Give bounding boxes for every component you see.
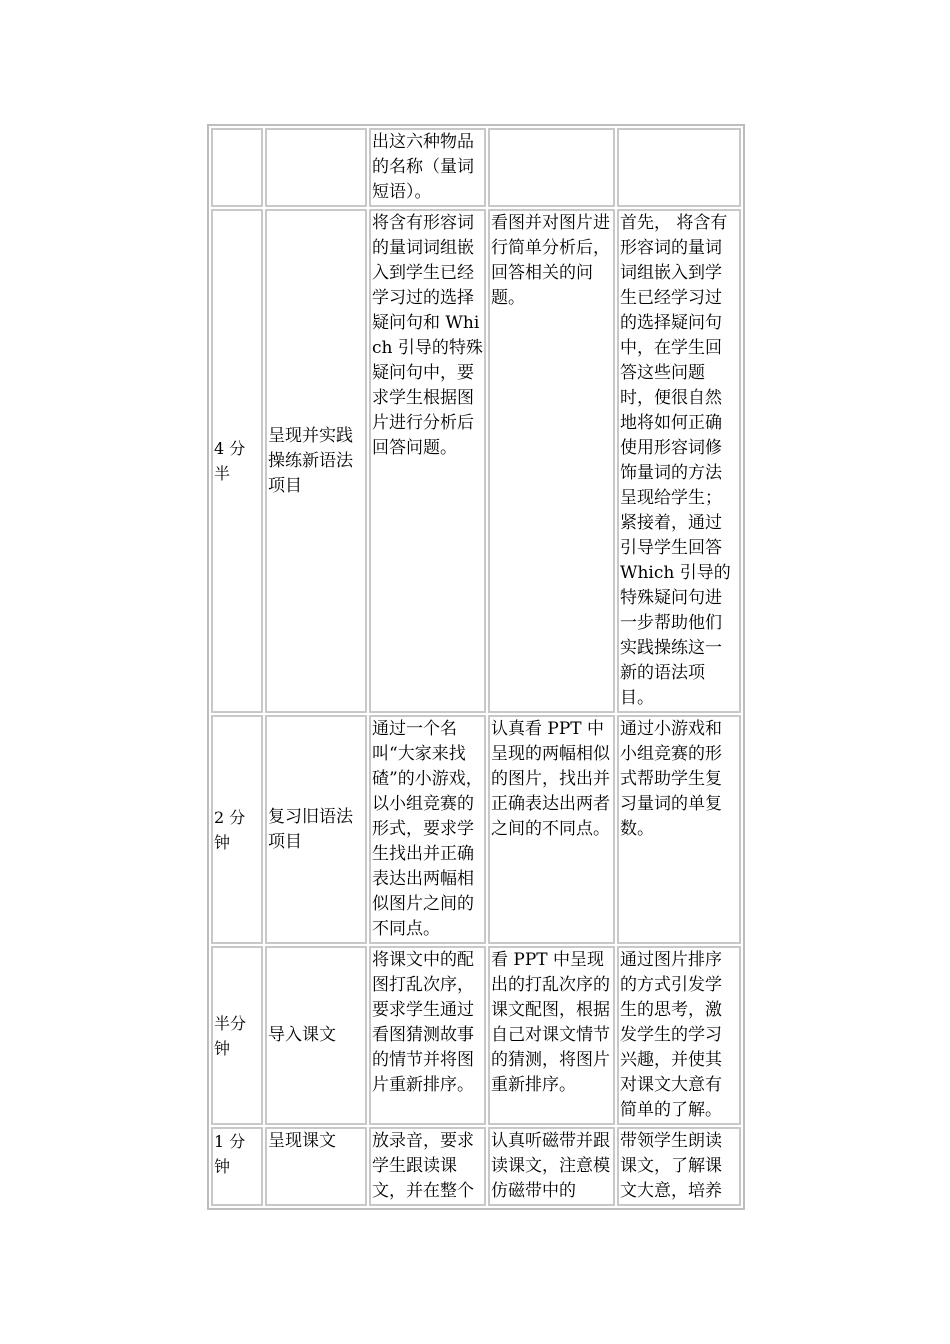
stage-cell: 呈现并实践操练新语法项目 xyxy=(265,209,367,713)
time-cell: 半分钟 xyxy=(211,946,263,1125)
table-row xyxy=(211,128,741,207)
time-cell: 1 分钟 xyxy=(211,1127,263,1206)
stage-cell: 呈现课文 xyxy=(265,1127,367,1206)
student-activity-cell: 认真听磁带并跟读课文，注意模仿磁带中的 xyxy=(488,1127,615,1206)
purpose-cell: 首先， 将含有形容词的量词词组嵌入到学生已经学习过的选择疑问句中，在学生回答这些问题时，便很自然地将如何正确使用形容词修饰量词的方法呈现给学生；紧接着，通过引导学生回答 Which 引导的特殊疑问句进一步帮助他们实践操练这一新的语法项目。 xyxy=(617,209,741,713)
student-activity-cell: 看图并对图片进行简单分析后，回答相关的问题。 xyxy=(488,209,615,713)
teacher-activity-cell: 出这六种物品的名称（量词短语）。 xyxy=(369,128,486,207)
purpose-cell: 通过图片排序的方式引发学生的思考，激发学生的学习兴趣，并使其对课文大意有简单的了解。 xyxy=(617,946,741,1125)
teacher-activity-cell: 放录音，要求学生跟读课文，并在整个 xyxy=(369,1127,486,1206)
table-row xyxy=(211,946,741,1125)
stage-cell: 复习旧语法项目 xyxy=(265,715,367,944)
table-row xyxy=(211,209,741,713)
time-cell xyxy=(211,128,263,207)
table-row xyxy=(211,1127,741,1206)
student-activity-cell: 看 PPT 中呈现出的打乱次序的课文配图，根据自己对课文情节的猜测，将图片重新排序。 xyxy=(488,946,615,1125)
purpose-cell: 通过小游戏和小组竞赛的形式帮助学生复习量词的单复数。 xyxy=(617,715,741,944)
purpose-cell: 带领学生朗读课文，了解课文大意，培养 xyxy=(617,1127,741,1206)
stage-cell xyxy=(265,128,367,207)
teacher-activity-cell: 通过一个名叫“大家来找碴”的小游戏，以小组竞赛的形式，要求学生找出并正确表达出两幅相似图片之间的不同点。 xyxy=(369,715,486,944)
purpose-cell xyxy=(617,128,741,207)
time-cell: 4 分半 xyxy=(211,209,263,713)
teacher-activity-cell: 将含有形容词的量词词组嵌入到学生已经学习过的选择疑问句和 Which 引导的特殊疑问句中，要求学生根据图片进行分析后回答问题。 xyxy=(369,209,486,713)
stage-cell: 导入课文 xyxy=(265,946,367,1125)
teacher-activity-cell: 将课文中的配图打乱次序，要求学生通过看图猜测故事的情节并将图片重新排序。 xyxy=(369,946,486,1125)
table-row xyxy=(211,715,741,944)
lesson-plan-table xyxy=(207,124,745,1210)
student-activity-cell: 认真看 PPT 中呈现的两幅相似的图片，找出并正确表达出两者之间的不同点。 xyxy=(488,715,615,944)
time-cell: 2 分钟 xyxy=(211,715,263,944)
student-activity-cell xyxy=(488,128,615,207)
